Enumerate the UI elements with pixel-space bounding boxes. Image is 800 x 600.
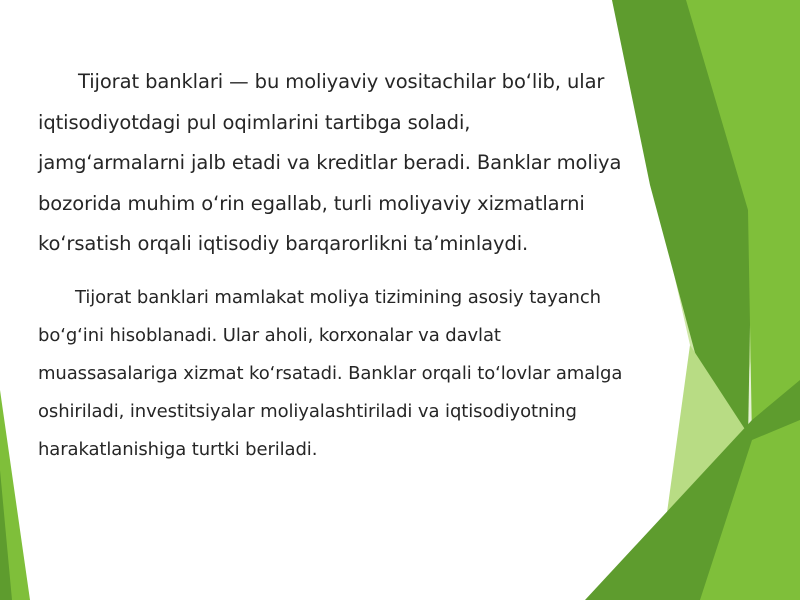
content-text: [38, 62, 623, 469]
paragraph-2: Tijorat banklari mamlakat moliya tizimining asosiy tayanch bo‘g‘ini hisoblanadi. Ular aholi, korxonalar va davlat muassasalariga xizmat ko‘rsatadi. Banklar orqali to‘lovlar amalga oshiriladi, investitsiyalar moliyalashtiriladi va iqtisodiyotning harakatlanishiga turtki beriladi.: [38, 286, 623, 460]
paragraph-1: Tijorat banklari — bu moliyaviy vositachilar bo‘lib, ular iqtisodiyotdagi pul oqimlarini tartibga soladi, jamg‘armalarni jalb etadi va kreditlar beradi. Banklar moliya bozorida muhim o‘rin egallab, turli moliyaviy xizmatlarni ko‘rsatish orqali iqtisodiy barqarorlikni ta’minlaydi.: [38, 70, 622, 255]
